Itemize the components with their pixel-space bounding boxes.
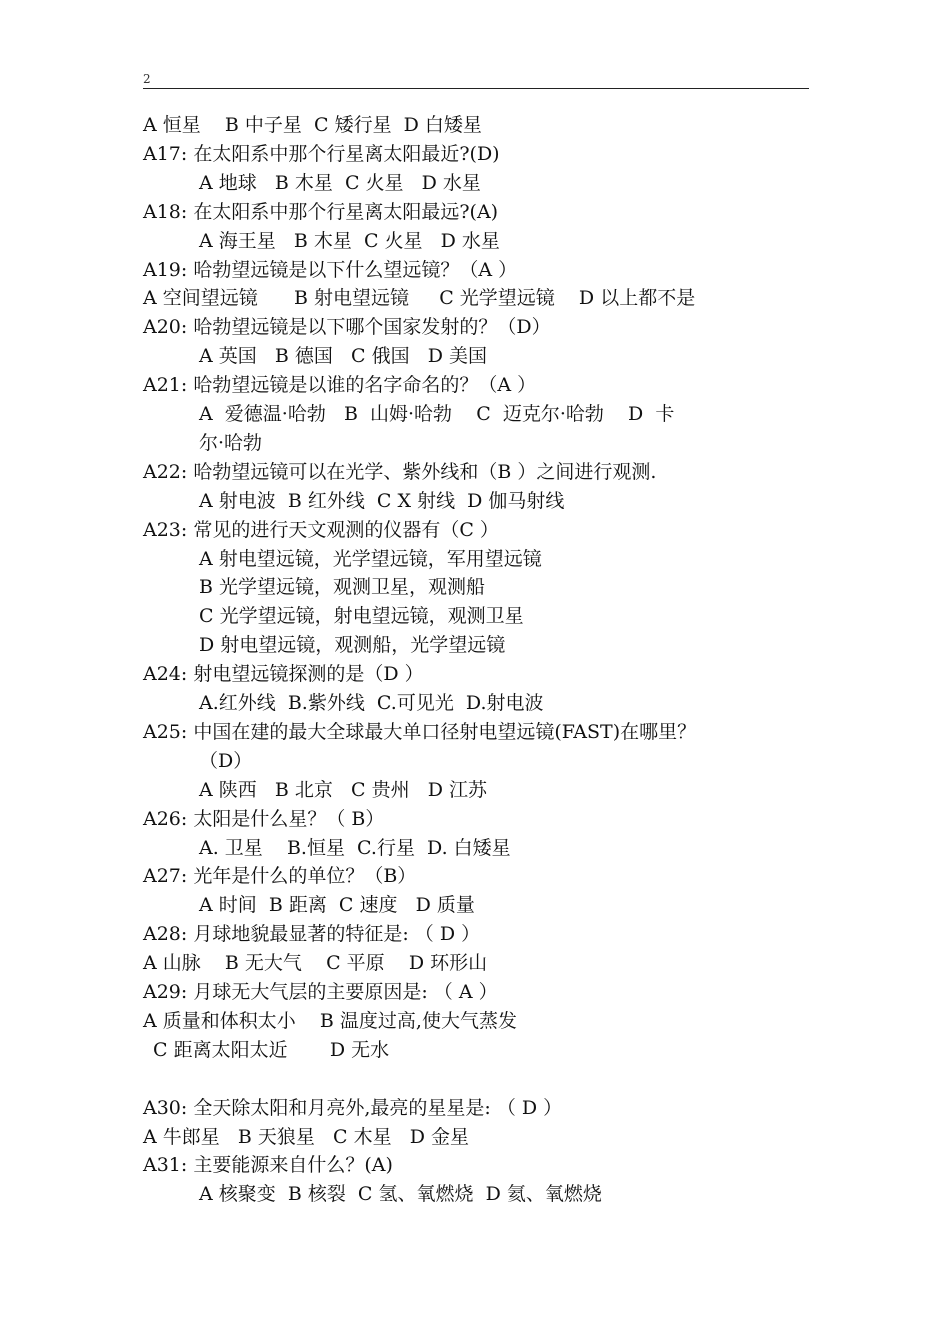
text-line: A. 卫星 B.恒星 C.行星 D. 白矮星: [199, 836, 511, 859]
text-line: A 英国 B 德国 C 俄国 D 美国: [199, 345, 487, 368]
text-line: A31: 主要能源来自什么？(A): [143, 1154, 393, 1177]
text-line: A 爱德温·哈勃 B 山姆·哈勃 C 迈克尔·哈勃 D 卡: [199, 403, 675, 425]
text-line: A 质量和体积太小 B 温度过高,使大气蒸发: [143, 1009, 517, 1032]
text-line: A17: 在太阳系中那个行星离太阳最近?(D): [143, 142, 500, 165]
header-rule: [143, 88, 809, 89]
text-line: A 海王星 B 木星 C 火星 D 水星: [199, 229, 500, 252]
text-line: C 距离太阳太近 D 无水: [153, 1038, 390, 1061]
text-line: A23: 常见的进行天文观测的仪器有（C ）: [143, 518, 499, 541]
text-line: C 光学望远镜，射电望远镜，观测卫星: [199, 605, 524, 628]
text-line: （D）: [199, 749, 253, 772]
text-line: A.红外线 B.紫外线 C.可见光 D.射电波: [199, 692, 544, 714]
text-line: A20: 哈勃望远镜是以下哪个国家发射的？（D）: [143, 316, 551, 339]
text-line: B 光学望远镜，观测卫星，观测船: [199, 576, 486, 599]
text-line: D 射电望远镜，观测船，光学望远镜: [199, 634, 506, 657]
text-line: A 地球 B 木星 C 火星 D 水星: [199, 171, 481, 194]
text-line: A25: 中国在建的最大全球最大单口径射电望远镜(FAST)在哪里？: [143, 720, 697, 743]
text-line: A 空间望远镜 B 射电望远镜 C 光学望远镜 D 以上都不是: [143, 287, 696, 310]
text-line: A24: 射电望远镜探测的是（D ）: [143, 663, 424, 686]
text-line: A22: 哈勃望远镜可以在光学、紫外线和（B ）之间进行观测.: [143, 460, 657, 483]
text-line: A29: 月球无大气层的主要原因是: （ A ）: [143, 981, 498, 1003]
text-line: A21: 哈勃望远镜是以谁的名字命名的？（A ）: [143, 374, 537, 397]
text-line: A 恒星 B 中子星 C 矮行星 D 白矮星: [143, 114, 482, 136]
text-line: A30: 全天除太阳和月亮外,最亮的星星是: （ D ）: [143, 1096, 563, 1119]
text-line: 尔·哈勃: [199, 431, 263, 454]
text-line: A 射电望远镜，光学望远镜，军用望远镜: [199, 547, 542, 570]
text-line: A27: 光年是什么的单位？（B）: [143, 865, 417, 888]
text-line: A19: 哈勃望远镜是以下什么望远镜？（A ）: [143, 258, 518, 281]
text-line: A 牛郎星 B 天狼星 C 木星 D 金星: [143, 1125, 469, 1148]
text-line: A26: 太阳是什么星？（ B）: [143, 807, 385, 830]
text-line: A 射电波 B 红外线 C X 射线 D 伽马射线: [199, 489, 565, 512]
text-line: A28: 月球地貌最显著的特征是: （ D ）: [143, 923, 481, 946]
text-line: A 核聚变 B 核裂 C 氢、氧燃烧 D 氦、氧燃烧: [199, 1183, 602, 1206]
text-line: A 山脉 B 无大气 C 平原 D 环形山: [143, 952, 488, 975]
page-number: 2: [143, 72, 151, 86]
text-line: A 陕西 B 北京 C 贵州 D 江苏: [199, 778, 487, 801]
text-line: A18: 在太阳系中那个行星离太阳最远?(A): [143, 200, 499, 223]
text-line: A 时间 B 距离 C 速度 D 质量: [199, 894, 475, 917]
